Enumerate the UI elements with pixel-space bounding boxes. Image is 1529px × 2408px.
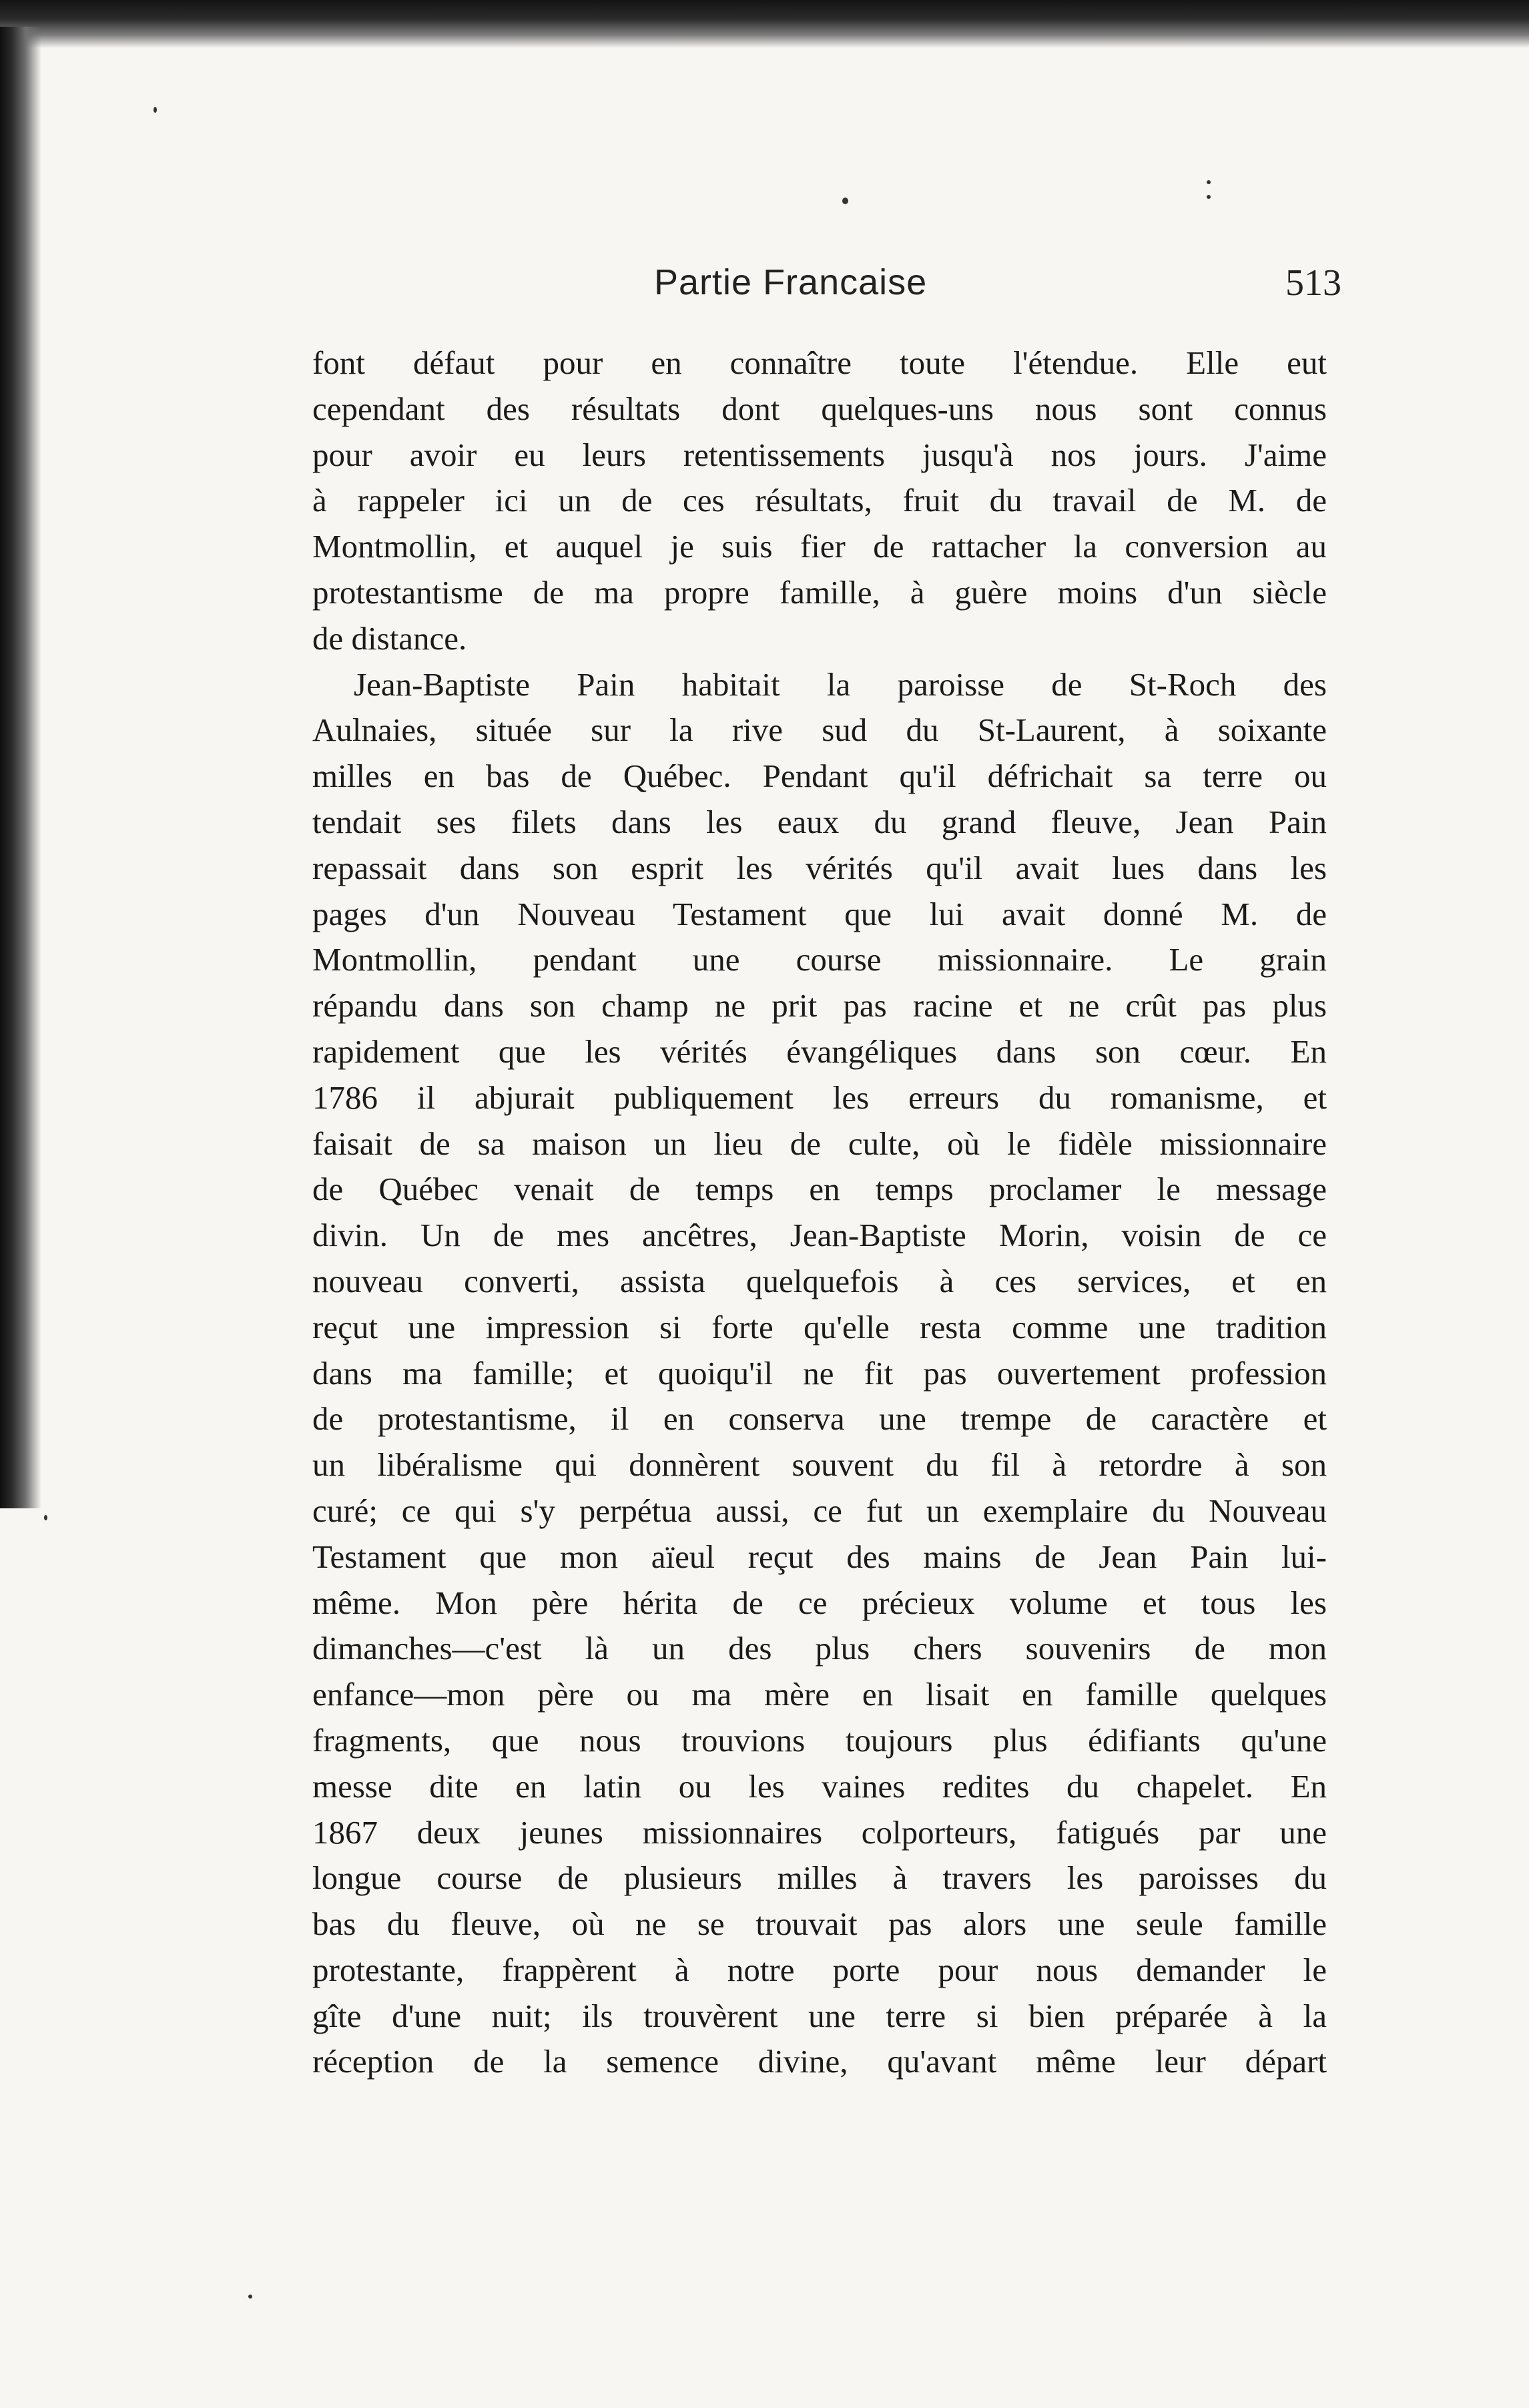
text-line: font défaut pour en connaître toute l'étendue. Elle eut xyxy=(312,344,1327,381)
text-line: bas du fleuve, où ne se trouvait pas alors une seule famille xyxy=(312,1905,1327,1943)
scan-speck xyxy=(842,198,848,204)
text-line: fragments, que nous trouvions toujours plus édifiants qu'une xyxy=(312,1721,1327,1759)
text-line: milles en bas de Québec. Pendant qu'il défrichait sa terre ou xyxy=(312,758,1327,795)
text-line: Testament que mon aïeul reçut des mains de Jean Pain lui- xyxy=(312,1538,1327,1575)
page-number: 513 xyxy=(1285,262,1341,304)
scan-left-binding-shadow xyxy=(0,27,41,1508)
text-line: Aulnaies, située sur la rive sud du St-Laurent, à soixante xyxy=(312,711,1327,749)
text-line: messe dite en latin ou les vaines redites du chapelet. En xyxy=(312,1767,1327,1805)
text-line: un libéralisme qui donnèrent souvent du fil à retordre à son xyxy=(312,1446,1327,1484)
body-text xyxy=(312,340,1327,2085)
text-line: 1867 deux jeunes missionnaires colporteurs, fatigués par une xyxy=(312,1813,1327,1851)
page-header xyxy=(654,262,1341,322)
text-line: de distance. xyxy=(312,619,467,657)
text-line: divin. Un de mes ancêtres, Jean-Baptiste Morin, voisin de ce xyxy=(312,1217,1327,1254)
scan-speck xyxy=(248,2295,252,2299)
scan-speck xyxy=(1207,195,1211,199)
text-line: reçut une impression si forte qu'elle resta comme une tradition xyxy=(312,1308,1327,1345)
text-line: à rappeler ici un de ces résultats, fruit du travail de M. de xyxy=(312,482,1327,519)
scan-speck xyxy=(154,107,157,113)
text-line: réception de la semence divine, qu'avant même leur départ xyxy=(312,2043,1327,2080)
text-line: repassait dans son esprit les vérités qu'il avait lues dans les xyxy=(312,849,1327,886)
text-line: même. Mon père hérita de ce précieux volume et tous les xyxy=(312,1584,1327,1621)
text-line: nouveau converti, assista quelquefois à ces services, et en xyxy=(312,1262,1327,1299)
text-line: 1786 il abjurait publiquement les erreurs du romanisme, et xyxy=(312,1079,1327,1116)
text-line: rapidement que les vérités évangéliques dans son cœur. En xyxy=(312,1032,1327,1070)
text-line: dimanches—c'est là un des plus chers souvenirs de mon xyxy=(312,1630,1327,1667)
scan-speck xyxy=(44,1515,47,1520)
text-line: protestantisme de ma propre famille, à guère moins d'un siècle xyxy=(312,573,1327,611)
text-line: enfance—mon père ou ma mère en lisait en famille quelques xyxy=(312,1676,1327,1713)
text-line: gîte d'une nuit; ils trouvèrent une terre si bien préparée à la xyxy=(312,1997,1327,2034)
text-line: tendait ses filets dans les eaux du grand fleuve, Jean Pain xyxy=(312,803,1327,840)
scan-top-edge-shadow xyxy=(0,0,1529,48)
text-line: pages d'un Nouveau Testament que lui avait donné M. de xyxy=(312,895,1327,932)
text-line: cependant des résultats dont quelques-uns nous sont connus xyxy=(312,390,1327,427)
text-line: longue course de plusieurs milles à travers les paroisses du xyxy=(312,1859,1327,1897)
text-line: pour avoir eu leurs retentissements jusqu'à nos jours. J'aime xyxy=(312,436,1327,473)
text-line: dans ma famille; et quoiqu'il ne fit pas ouvertement profession xyxy=(312,1354,1327,1392)
text-line: répandu dans son champ ne prit pas racine et ne crût pas plus xyxy=(312,987,1327,1024)
text-line: de Québec venait de temps en temps proclamer le message xyxy=(312,1171,1327,1208)
text-line: protestante, frappèrent à notre porte pour nous demander le xyxy=(312,1951,1327,1988)
text-line: de protestantisme, il en conserva une trempe de caractère et xyxy=(312,1400,1327,1438)
running-title: Partie Francaise xyxy=(654,262,928,302)
text-line: Montmollin, et auquel je suis fier de rattacher la conversion au xyxy=(312,528,1327,565)
text-line: Montmollin, pendant une course missionnaire. Le grain xyxy=(312,941,1327,978)
text-line: curé; ce qui s'y perpétua aussi, ce fut un exemplaire du Nouveau xyxy=(312,1492,1327,1529)
text-line: Jean-Baptiste Pain habitait la paroisse de St-Roch des xyxy=(354,665,1327,703)
text-line: faisait de sa maison un lieu de culte, où le fidèle missionnaire xyxy=(312,1125,1327,1162)
scan-speck xyxy=(1207,180,1211,184)
